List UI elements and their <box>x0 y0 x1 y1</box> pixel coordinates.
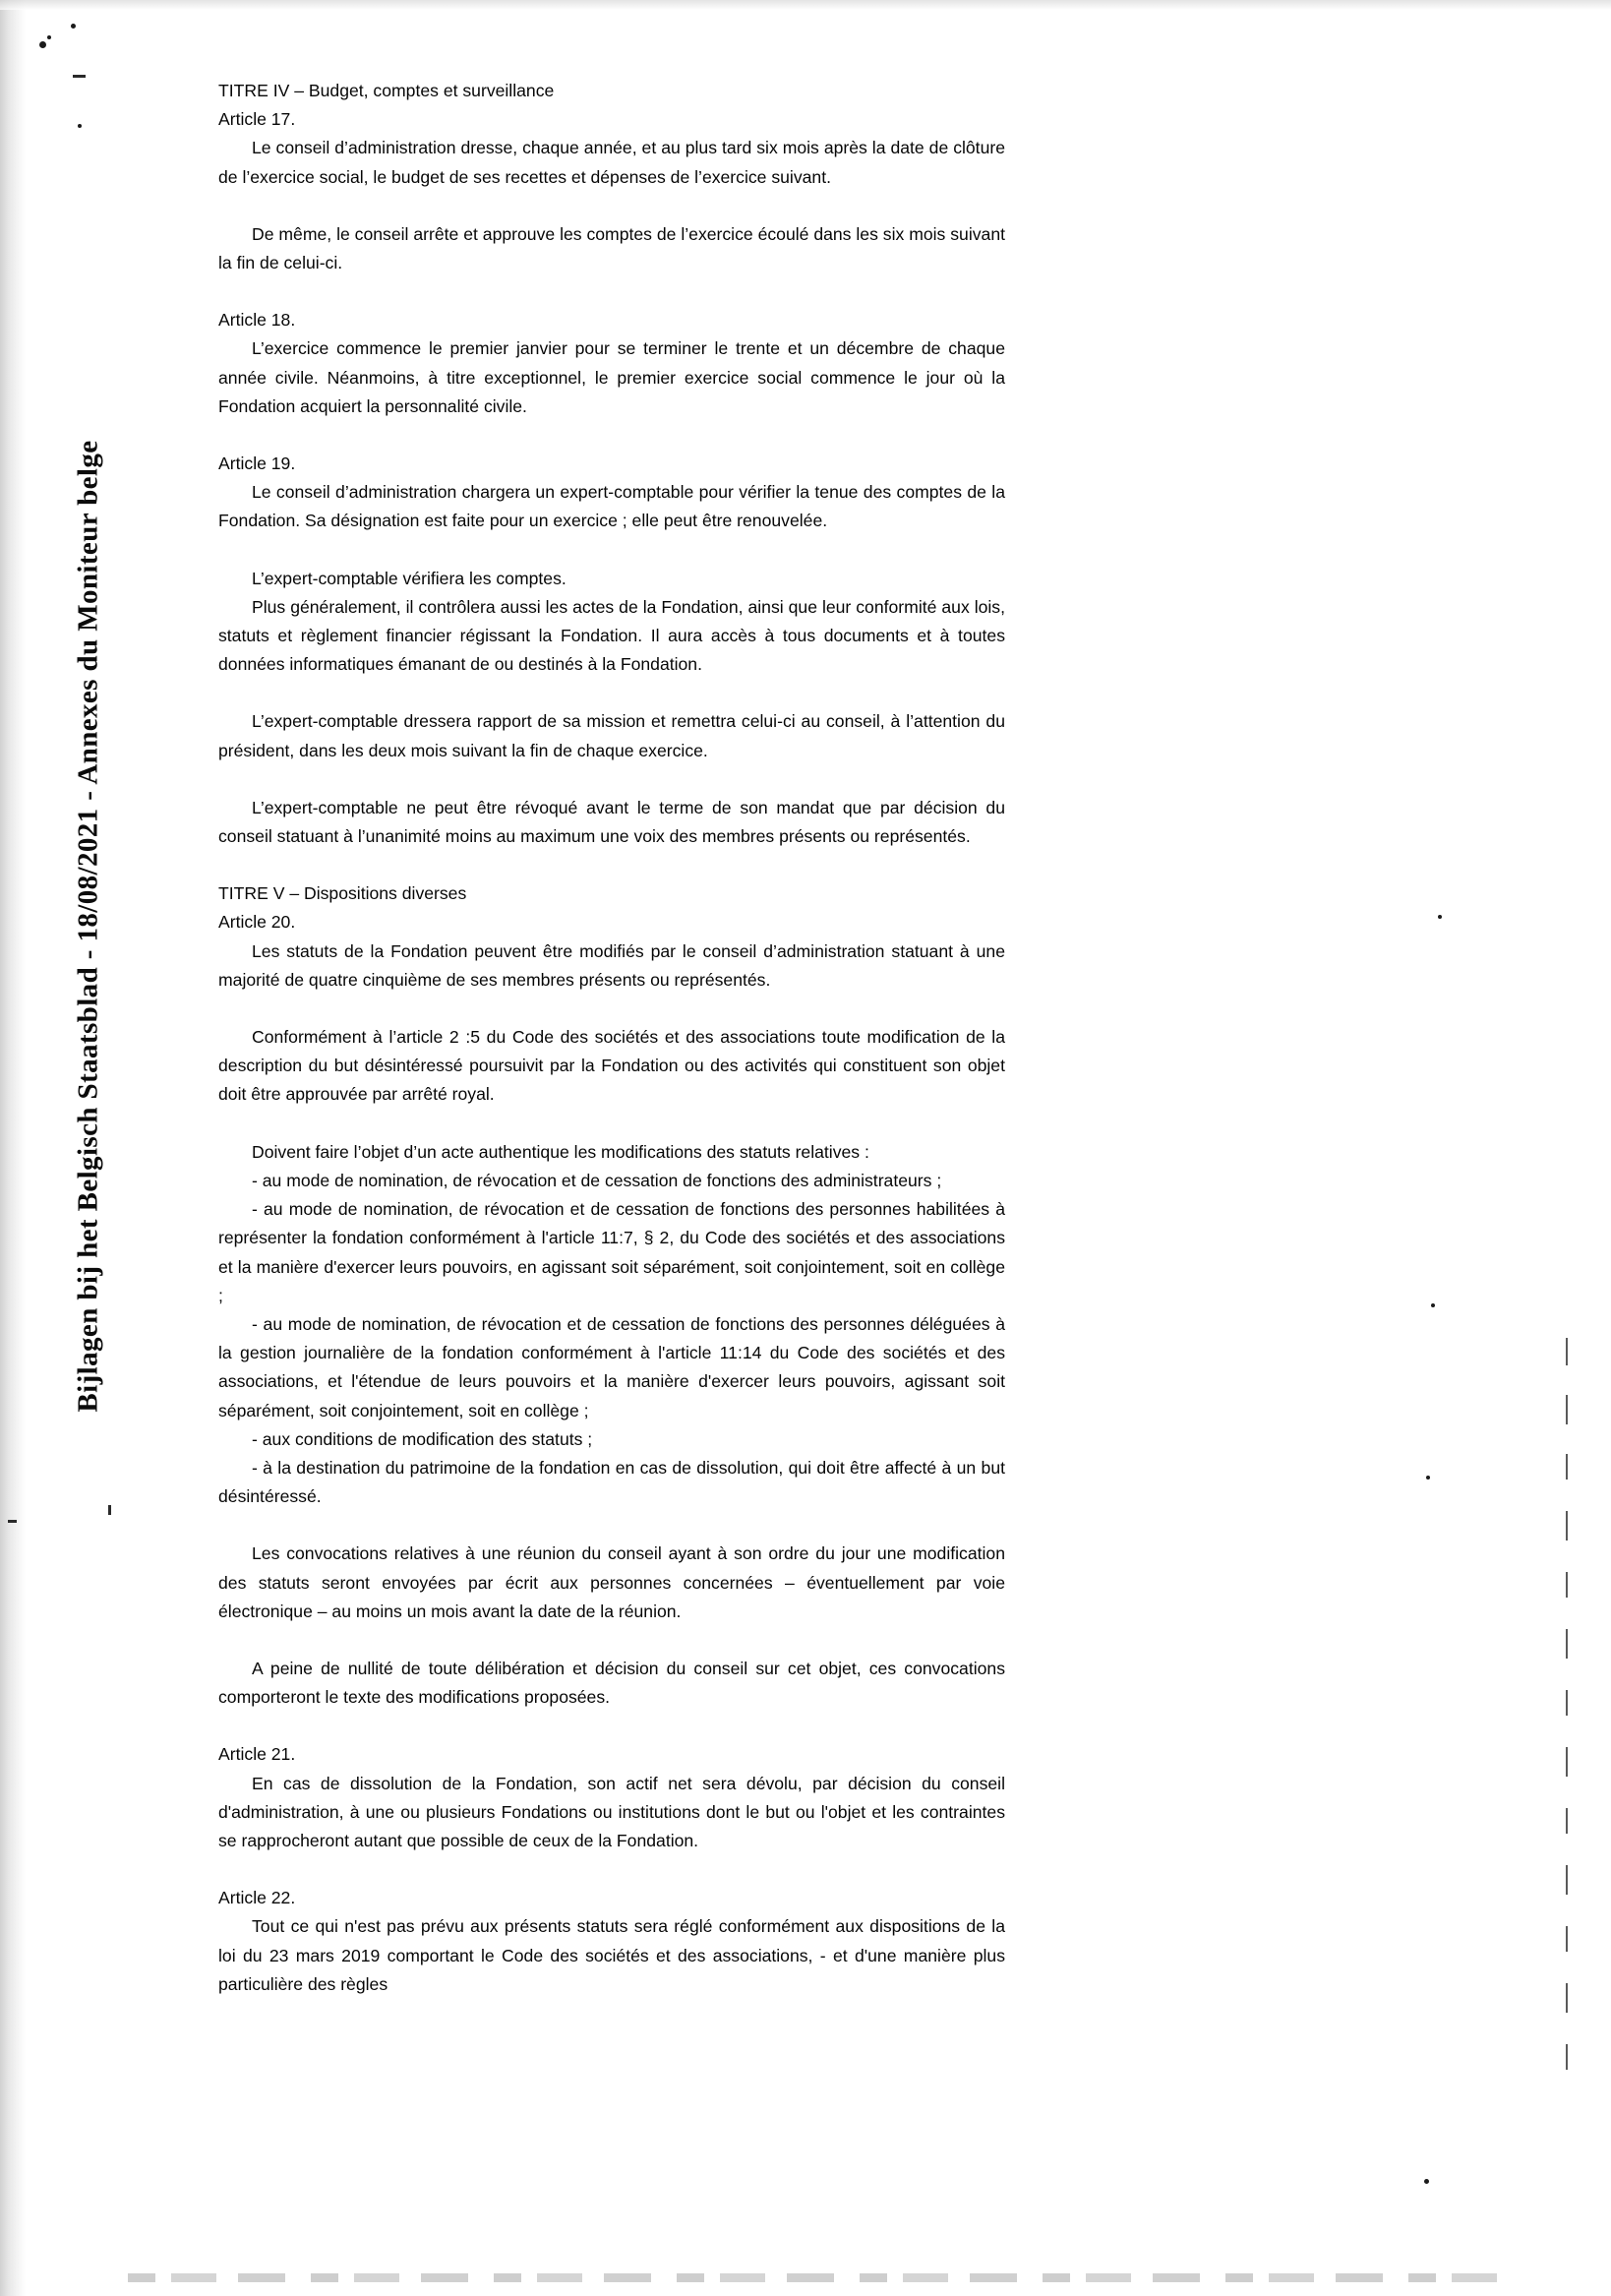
document-body <box>218 77 1005 1999</box>
scan-edge-artifact-top <box>0 0 1611 10</box>
scan-tick <box>1566 1865 1568 1895</box>
article-label-20: Article 20. <box>218 912 296 933</box>
scan-mark <box>73 75 86 78</box>
scan-tick <box>1566 1338 1568 1365</box>
scan-speck <box>39 41 46 48</box>
scan-tick <box>1566 1983 1568 2013</box>
article-20-dash-item-2: - au mode de nomination, de révocation et de cessation de fonctions des personnes habilitées à représenter la fondation conformément à l'article 11:7, § 2, du Code des sociétés et des associations et la manière d'exercer leurs pouvoirs, en agissant soit séparément, soit conjointement, soit en collège ; <box>218 1199 1005 1305</box>
paragraph-spacer <box>218 679 1005 707</box>
article-label-21: Article 21. <box>218 1744 296 1765</box>
paragraph-spacer <box>218 277 1005 306</box>
scan-speck <box>1431 1303 1435 1307</box>
paragraph-spacer <box>218 1626 1005 1655</box>
scan-speck <box>1438 915 1442 919</box>
title-heading-iv: TITRE IV – Budget, comptes et surveillance <box>218 81 555 100</box>
scan-mark <box>108 1505 111 1515</box>
article-19-paragraph-5: L’expert-comptable ne peut être révoqué avant le terme de son mandat que par décision du conseil statuant à l’unanimité moins au maximum une voix des membres présents ou représentés. <box>218 797 1005 847</box>
article-17-paragraph-1: Le conseil d’administration dresse, chaque année, et au plus tard six mois après la date de clôture de l’exercice social, le budget de ses recettes et dépenses de l’exercice suivant. <box>218 138 1005 187</box>
article-20-paragraph-5: A peine de nullité de toute délibération et décision du conseil sur cet objet, ces convocations comporteront le texte des modifications proposées. <box>218 1658 1005 1708</box>
article-20-paragraph-3: Doivent faire l’objet d’un acte authentique les modifications des statuts relatives : <box>252 1141 869 1162</box>
paragraph-spacer <box>218 1511 1005 1540</box>
article-20-dash-item-4: - aux conditions de modification des statuts ; <box>252 1428 593 1449</box>
scan-speck <box>1424 2179 1429 2184</box>
article-20-paragraph-4: Les convocations relatives à une réunion du conseil ayant à son ordre du jour une modification des statuts seront envoyées par écrit aux personnes concernées – éventuellement par voie électronique – au moins un mois avant la date de la réunion. <box>218 1543 1005 1621</box>
title-heading-v: TITRE V – Dispositions diverses <box>218 883 467 904</box>
article-20-paragraph-2: Conformément à l’article 2 :5 du Code des sociétés et des associations toute modification de la description du but désintéressé poursuivit par la Fondation ou des activités qui constituent son objet doit être approuvée par arrêté royal. <box>218 1027 1005 1105</box>
moniteur-belge-sidebar-stamp: Bijlagen bij het Belgisch Staatsblad - 18/08/2021 - Annexes du Moniteur belge <box>72 440 104 1413</box>
article-label-18: Article 18. <box>218 310 296 331</box>
scan-tick <box>1566 1454 1568 1480</box>
article-19-paragraph-1: Le conseil d’administration chargera un expert-comptable pour vérifier la tenue des comptes de la Fondation. Sa désignation est faite pour un exercice ; elle peut être renouvelée. <box>218 482 1005 531</box>
article-19-paragraph-2: L’expert-comptable vérifiera les comptes. <box>252 568 567 588</box>
article-label-19: Article 19. <box>218 453 296 474</box>
paragraph-spacer <box>218 851 1005 879</box>
article-20-paragraph-1: Les statuts de la Fondation peuvent être modifiés par le conseil d’administration statuant à une majorité de quatre cinquième de ses membres présents ou représentés. <box>218 940 1005 990</box>
scan-speck <box>1426 1476 1430 1480</box>
next-page-text-fragment <box>128 2273 1505 2282</box>
paragraph-spacer <box>218 192 1005 220</box>
article-label-17: Article 17. <box>218 109 296 130</box>
scan-tick <box>1566 1572 1568 1598</box>
scan-tick <box>1566 1747 1568 1777</box>
article-21-paragraph-1: En cas de dissolution de la Fondation, son actif net sera dévolu, par décision du conseil d'administration, à une ou plusieurs Fondations ou institutions dont le but ou l'objet et les contraintes se rapprocheront autant que possible de ceux de la Fondation. <box>218 1773 1005 1850</box>
paragraph-spacer <box>218 765 1005 794</box>
scan-tick <box>1566 2044 1568 2070</box>
scan-tick <box>1566 1395 1568 1424</box>
scan-tick <box>1566 1690 1568 1716</box>
scan-speck <box>71 24 76 29</box>
paragraph-spacer <box>218 1110 1005 1138</box>
article-20-dash-item-3: - au mode de nomination, de révocation et de cessation de fonctions des personnes déléguées à la gestion journalière de la fondation conformément à l'article 11:14 du Code des sociétés et des associations, et l'étendue de leurs pouvoirs et la manière d'exercer leurs pouvoirs, agissant soit séparément, soit conjointement, soit en collège ; <box>218 1313 1005 1420</box>
article-19-paragraph-4: L’expert-comptable dressera rapport de sa mission et remettra celui-ci au conseil, à l’attention du président, dans les deux mois suivant la fin de chaque exercice. <box>218 711 1005 760</box>
scan-edge-artifact-right <box>1562 0 1576 2296</box>
scan-mark <box>8 1520 17 1523</box>
article-18-paragraph-1: L’exercice commence le premier janvier pour se terminer le trente et un décembre de chaque année civile. Néanmoins, à titre exceptionnel, le premier exercice social commence le jour où la Fondation acquiert la personnalité civile. <box>218 338 1005 416</box>
paragraph-spacer <box>218 421 1005 450</box>
paragraph-spacer <box>218 1855 1005 1884</box>
article-17-paragraph-2: De même, le conseil arrête et approuve les comptes de l’exercice écoulé dans les six mois suivant la fin de celui-ci. <box>218 223 1005 273</box>
scan-edge-artifact-left <box>0 0 26 2296</box>
article-22-paragraph-1: Tout ce qui n'est pas prévu aux présents statuts sera réglé conformément aux dispositions de la loi du 23 mars 2019 comportant le Code des sociétés et des associations, - et d'une manière plus particulière des règles <box>218 1916 1005 1994</box>
scan-tick <box>1566 1629 1568 1659</box>
paragraph-spacer <box>218 995 1005 1023</box>
scan-speck <box>47 35 51 39</box>
paragraph-spacer <box>218 1712 1005 1740</box>
paragraph-spacer <box>218 536 1005 565</box>
article-20-dash-item-1: - au mode de nomination, de révocation et de cessation de fonctions des administrateurs ; <box>252 1170 942 1190</box>
article-20-dash-item-5: - à la destination du patrimoine de la fondation en cas de dissolution, qui doit être affecté à un but désintéressé. <box>218 1457 1005 1507</box>
scan-tick <box>1566 1808 1568 1834</box>
scan-tick <box>1566 1926 1568 1952</box>
scan-speck <box>78 124 82 128</box>
scan-tick <box>1566 1511 1568 1541</box>
article-label-22: Article 22. <box>218 1888 296 1908</box>
article-19-paragraph-3: Plus généralement, il contrôlera aussi les actes de la Fondation, ainsi que leur conformité aux lois, statuts et règlement financier régissant la Fondation. Il aura accès à tous documents et à toutes données informatiques émanant de ou destinés à la Fondation. <box>218 596 1005 675</box>
